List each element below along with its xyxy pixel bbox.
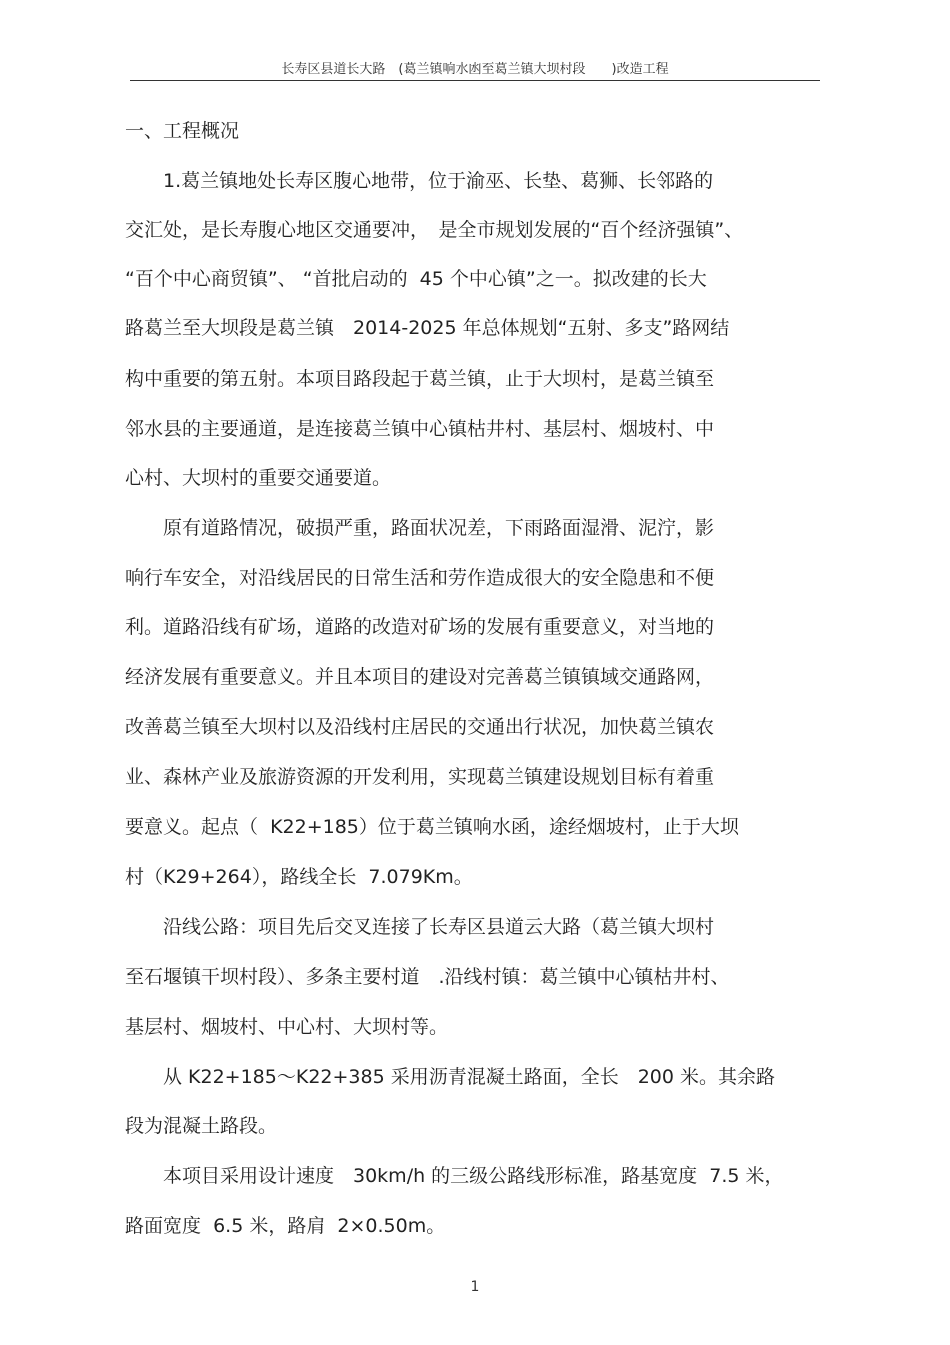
page-number: 1 [470,1279,480,1295]
text-line: 心村、大坝村的重要交通要道。 [125,467,392,489]
text-line: 至石堰镇干坝村段）、多条主要村道 .沿线村镇：葛兰镇中心镇枯井村、 [125,966,730,988]
text-line: 交汇处，是长寿腹心地区交通要冲， 是全市规划发展的“百个经济强镇”、 [125,219,744,241]
text-line: “百个中心商贸镇”、 “首批启动的 45 个中心镇”之一。拟改建的长大 [125,268,707,290]
text-line: 从 K22+185～K22+385 采用沥青混凝土路面，全长 200 米。其余路 [125,1066,776,1088]
text-line: 沿线公路：项目先后交叉连接了长寿区县道云大路（葛兰镇大坝村 [125,916,715,938]
text-line: 改善葛兰镇至大坝村以及沿线村庄居民的交通出行状况，加快葛兰镇农 [125,716,715,738]
text-line: 原有道路情况，破损严重，路面状况差，下雨路面湿滑、泥泞，影 [125,517,715,539]
header-divider [130,80,820,81]
text-line: 利。道路沿线有矿场，道路的改造对矿场的发展有重要意义，对当地的 [125,616,715,638]
text-line: 路葛兰至大坝段是葛兰镇 2014-2025 年总体规划“五射、多支”路网结 [125,317,730,339]
text-line: 基层村、烟坡村、中心村、大坝村等。 [125,1016,449,1038]
text-line: 村（K29+264），路线全长 7.079Km。 [125,866,473,888]
text-line: 响行车安全，对沿线居民的日常生活和劳作造成很大的安全隐患和不便 [125,567,715,589]
section-title: 一、工程概况 [125,120,240,142]
page-header: 长寿区县道长大路 (葛兰镇响水凼至葛兰镇大坝村段 )改造工程 [281,62,669,77]
text-line: 1.葛兰镇地处长寿区腹心地带，位于渝巫、长垫、葛狮、长邻路的 [125,170,714,192]
text-line: 邻水县的主要通道，是连接葛兰镇中心镇枯井村、基层村、烟坡村、中 [125,418,715,440]
text-line: 经济发展有重要意义。并且本项目的建设对完善葛兰镇镇域交通路网， [125,666,715,688]
text-line: 段为混凝土路段。 [125,1115,278,1137]
text-line: 要意义。起点（ K22+185）位于葛兰镇响水函，途经烟坡村，止于大坝 [125,816,739,838]
text-line: 业、森林产业及旅游资源的开发利用，实现葛兰镇建设规划目标有着重 [125,766,715,788]
text-line: 构中重要的第五射。本项目路段起于葛兰镇，止于大坝村，是葛兰镇至 [125,368,715,390]
text-line: 本项目采用设计速度 30km/h 的三级公路线形标准，路基宽度 7.5 米， [125,1165,784,1187]
text-line: 路面宽度 6.5 米，路肩 2×0.50m。 [125,1215,446,1237]
